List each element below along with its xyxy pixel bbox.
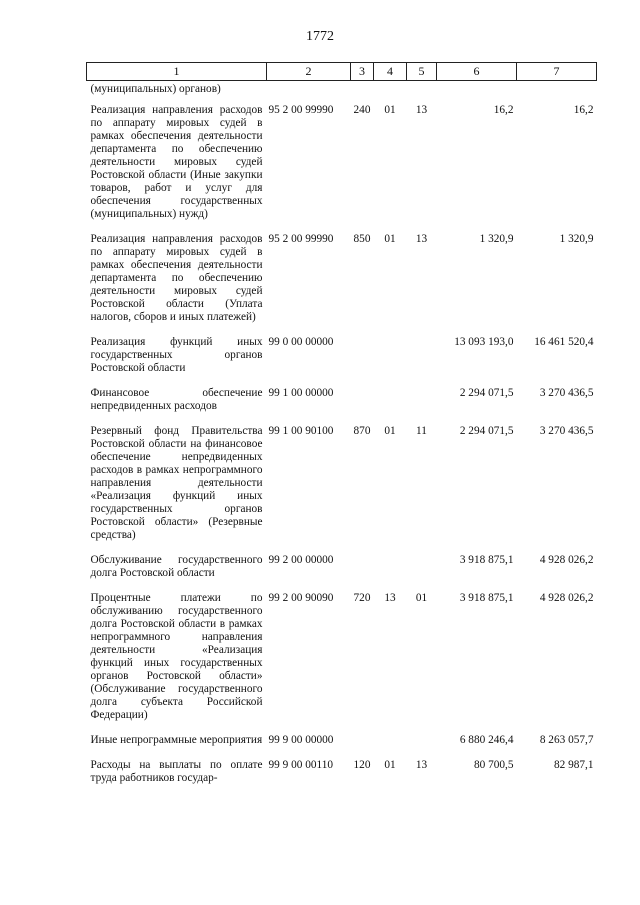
- table-row: [87, 554, 597, 592]
- row-amount-year-2: 1 320,9: [559, 233, 594, 245]
- row-section: 01: [384, 759, 396, 771]
- row-target-code: 99 9 00 00110: [268, 759, 334, 771]
- column-header: 1: [87, 63, 267, 81]
- row-expense-type: 870: [353, 425, 371, 437]
- row-name: Реализация направления расходов по аппарату мировых судей в рамках обеспечения деятельности департамента по обеспечению деятельности мировых судей Ростовской области (Уплата налогов, сборов и иных платежей): [90, 233, 263, 323]
- row-target-code: [267, 81, 351, 105]
- row-amount-year-1: 6 880 246,4: [459, 734, 514, 746]
- row-subsection: 01: [415, 592, 428, 604]
- row-name: Финансовое обеспечение непредвиденных расходов: [90, 387, 263, 412]
- row-amount-year-2: 8 263 057,7: [539, 734, 594, 746]
- row-subsection: 13: [415, 104, 428, 116]
- column-header: 3: [351, 63, 374, 81]
- row-amount-year-1: 3 918 875,1: [459, 554, 514, 566]
- row-name: (муниципальных) органов): [90, 83, 221, 95]
- row-section: [374, 734, 407, 759]
- row-target-code: 99 9 00 00000: [268, 734, 334, 746]
- row-amount-year-1: 3 918 875,1: [459, 592, 514, 604]
- table-row: [87, 387, 597, 425]
- row-subsection: 13: [415, 233, 428, 245]
- row-expense-type: 240: [353, 104, 371, 116]
- table-row: [87, 425, 597, 554]
- page-number: 1772: [306, 29, 334, 44]
- row-section: 01: [384, 104, 396, 116]
- row-amount-year-1: 13 093 193,0: [454, 336, 514, 348]
- table-row: [87, 759, 597, 797]
- row-amount-year-2: 16 461 520,4: [534, 336, 594, 348]
- table-row: [87, 734, 597, 759]
- row-section: [374, 336, 407, 387]
- row-amount-year-1: 2 294 071,5: [459, 425, 514, 437]
- row-name: Расходы на выплаты по оплате труда работников государ-: [90, 759, 263, 784]
- row-name: Обслуживание государственного долга Ростовской области: [90, 554, 263, 579]
- row-section: [374, 554, 407, 592]
- row-subsection: 13: [415, 759, 428, 771]
- row-subsection: 11: [416, 425, 427, 437]
- row-amount-year-2: 4 928 026,2: [539, 592, 594, 604]
- row-section: [374, 81, 407, 105]
- column-header: 5: [407, 63, 437, 81]
- row-subsection: [407, 81, 437, 105]
- row-amount-year-1: 1 320,9: [479, 233, 514, 245]
- column-header: 2: [267, 63, 351, 81]
- row-expense-type: [351, 554, 374, 592]
- row-section: 01: [384, 233, 396, 245]
- table-row: [87, 104, 597, 233]
- row-amount-year-2: [517, 81, 597, 105]
- row-subsection: [407, 554, 437, 592]
- row-expense-type: [351, 81, 374, 105]
- table-row: [87, 336, 597, 387]
- row-amount-year-1: 16,2: [493, 104, 514, 116]
- row-amount-year-2: 82 987,1: [553, 759, 594, 771]
- row-name: Иные непрограммные мероприятия: [90, 734, 263, 746]
- row-subsection: [407, 336, 437, 387]
- row-amount-year-1: [437, 81, 517, 105]
- row-target-code: 99 1 00 00000: [268, 387, 334, 399]
- row-section: 01: [384, 425, 396, 437]
- row-target-code: 99 0 00 00000: [268, 336, 334, 348]
- row-expense-type: 120: [353, 759, 371, 771]
- row-section: 13: [384, 592, 396, 604]
- budget-table: [86, 62, 597, 797]
- table-header-row: [87, 63, 597, 81]
- row-amount-year-2: 3 270 436,5: [539, 387, 594, 399]
- row-target-code: 99 1 00 90100: [268, 425, 334, 437]
- row-name: Резервный фонд Правительства Ростовской области на финансовое обеспечение непредвиденных расходов в рамках непрограммного направления деятельности «Реализация функций иных государственных органов Ростовской области» (Резервные средства): [90, 425, 263, 541]
- row-target-code: 99 2 00 00000: [268, 554, 334, 566]
- row-amount-year-2: 16,2: [573, 104, 594, 116]
- column-header: 7: [517, 63, 597, 81]
- row-name: Реализация направления расходов по аппарату мировых судей в рамках обеспечения деятельности департамента по обеспечению деятельности мировых судей Ростовской области (Иные закупки товаров, работ и услуг для обеспечения государственных (муниципальных) нужд): [90, 104, 263, 220]
- row-amount-year-1: 2 294 071,5: [459, 387, 514, 399]
- row-expense-type: [351, 387, 374, 425]
- row-expense-type: [351, 734, 374, 759]
- row-subsection: [407, 734, 437, 759]
- row-section: [374, 387, 407, 425]
- row-target-code: 99 2 00 90090: [268, 592, 334, 604]
- row-expense-type: 850: [353, 233, 371, 245]
- row-target-code: 95 2 00 99990: [268, 104, 334, 116]
- row-expense-type: [351, 336, 374, 387]
- row-expense-type: 720: [353, 592, 371, 604]
- table-row: [87, 592, 597, 734]
- table-row: [87, 233, 597, 336]
- row-subsection: [407, 387, 437, 425]
- row-amount-year-2: 4 928 026,2: [539, 554, 594, 566]
- table-row: [87, 81, 597, 105]
- row-amount-year-2: 3 270 436,5: [539, 425, 594, 437]
- column-header: 4: [374, 63, 407, 81]
- row-amount-year-1: 80 700,5: [473, 759, 514, 771]
- row-name: Процентные платежи по обслуживанию государственного долга Ростовской области в рамках непрограммного направления деятельности «Реализация функций иных государственных органов Ростовской области» (Обслуживание государственного долга субъекта Российской Федерации): [90, 592, 263, 721]
- column-header: 6: [437, 63, 517, 81]
- row-target-code: 95 2 00 99990: [268, 233, 334, 245]
- row-name: Реализация функций иных государственных органов Ростовской области: [90, 336, 263, 374]
